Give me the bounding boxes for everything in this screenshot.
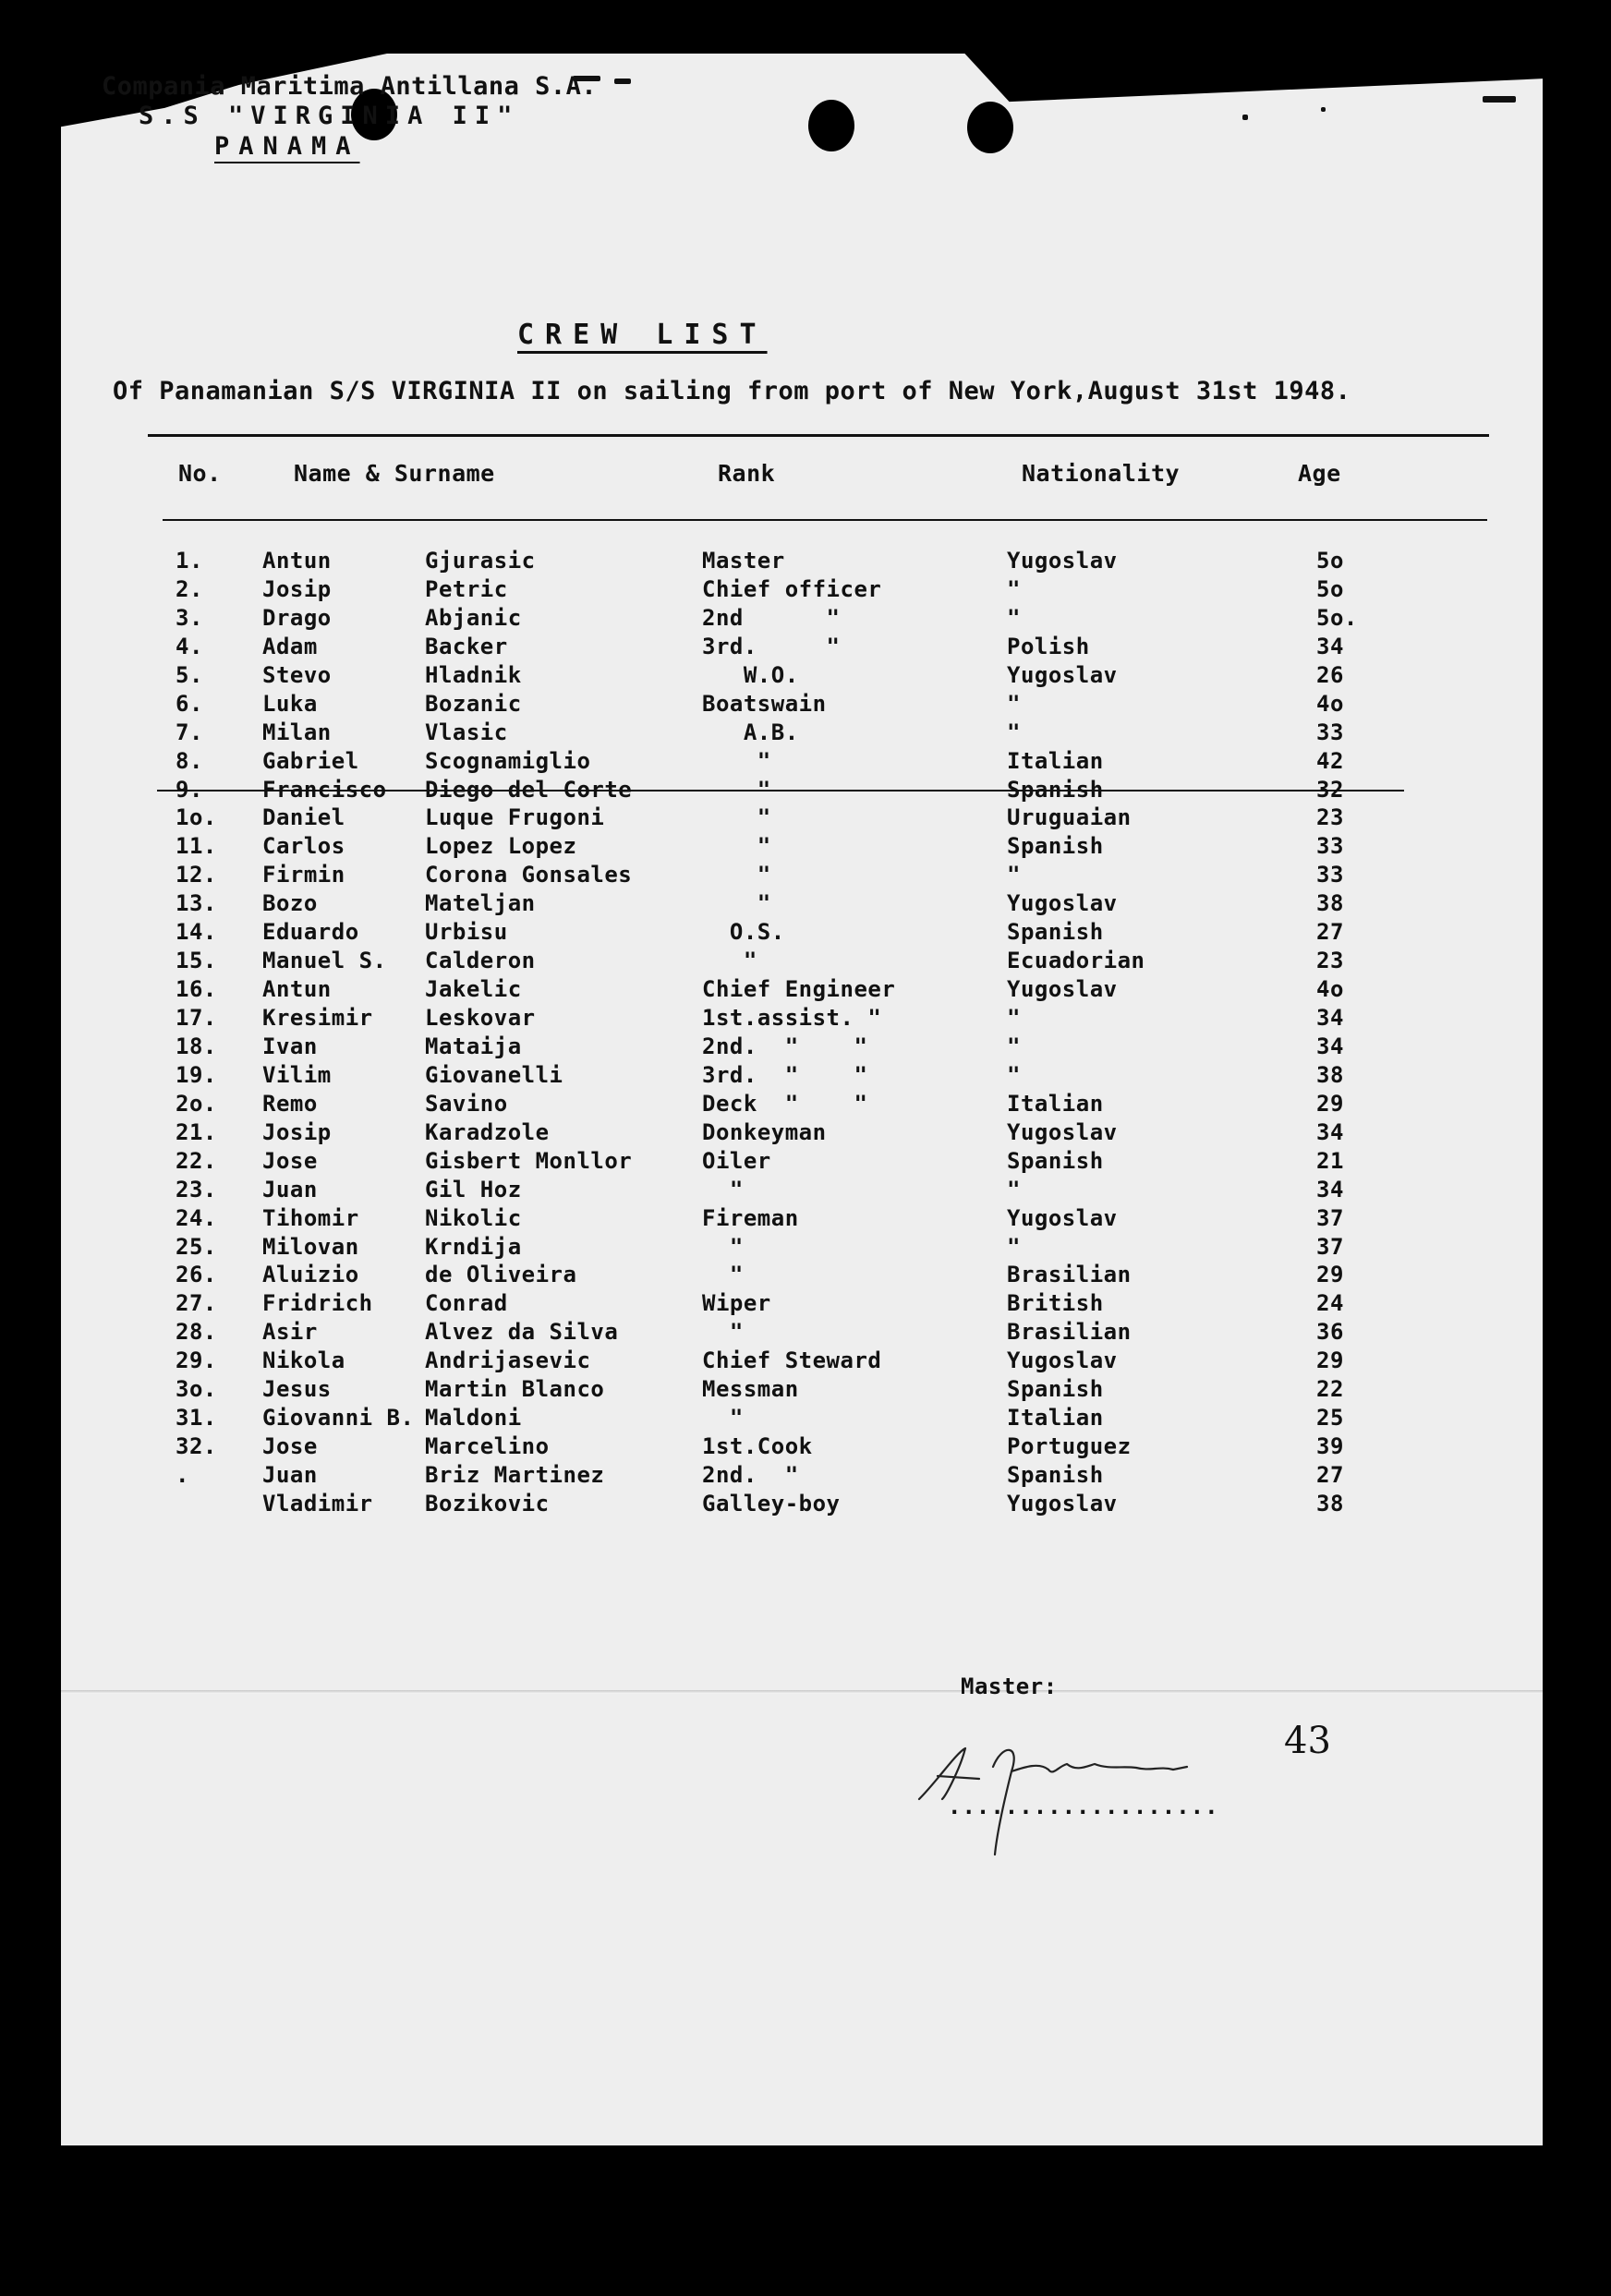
crew-number: . [176, 1462, 189, 1488]
crew-first-name: Aluizio [262, 1262, 359, 1288]
crew-surname: Gjurasic [425, 548, 536, 574]
crew-surname: Corona Gonsales [425, 862, 633, 888]
crew-age: 33 [1316, 862, 1344, 888]
crew-age: 36 [1316, 1319, 1344, 1346]
table-row [0, 747, 1611, 776]
crew-surname: Briz Martinez [425, 1462, 605, 1488]
crew-number: 21. [176, 1118, 217, 1145]
crew-surname: Martin Blanco [425, 1376, 605, 1403]
table-row [0, 604, 1611, 633]
crew-first-name: Manuel S. [262, 948, 387, 974]
crew-age: 27 [1316, 1462, 1344, 1488]
crew-rank: " [702, 1262, 744, 1288]
crew-age: 37 [1316, 1204, 1344, 1231]
crew-surname: Bozanic [425, 690, 522, 717]
crew-number: 32. [176, 1433, 217, 1460]
crew-surname: Mateljan [425, 890, 536, 917]
crew-rank: O.S. [702, 919, 785, 946]
crew-rank: " [702, 1319, 744, 1346]
crew-age: 29 [1316, 1262, 1344, 1288]
crew-first-name: Asir [262, 1319, 318, 1346]
company-name: Compania Maritima Antillana S.A. [102, 72, 598, 101]
ink-speck [1321, 107, 1326, 112]
ink-speck [614, 79, 631, 84]
crew-surname: Alvez da Silva [425, 1319, 619, 1346]
crew-age: 32 [1316, 776, 1344, 803]
crew-number: 26. [176, 1262, 217, 1288]
crew-nationality: Brasilian [1007, 1319, 1132, 1346]
crew-rank: 3rd. " " [702, 1061, 868, 1088]
crew-first-name: Bozo [262, 890, 318, 917]
table-row [0, 1204, 1611, 1233]
crew-first-name: Juan [262, 1462, 318, 1488]
crew-rank: Chief Engineer [702, 976, 896, 1003]
crew-surname: Backer [425, 633, 508, 659]
crew-first-name: Jesus [262, 1376, 332, 1403]
crew-number: 9. [176, 776, 203, 803]
crew-nationality: " [1007, 575, 1021, 602]
crew-rank: " [702, 1176, 744, 1202]
crew-table [0, 547, 1611, 1518]
crew-rank: Chief Steward [702, 1347, 882, 1374]
table-row [0, 1033, 1611, 1061]
crew-number: 3. [176, 604, 203, 631]
crew-number: 29. [176, 1347, 217, 1374]
table-row [0, 1347, 1611, 1375]
crew-nationality: " [1007, 1033, 1021, 1059]
table-row [0, 1261, 1611, 1289]
crew-first-name: Gabriel [262, 747, 359, 774]
crew-first-name: Remo [262, 1090, 318, 1117]
table-row [0, 661, 1611, 690]
crew-nationality: Yugoslav [1007, 1118, 1118, 1145]
crew-nationality: Brasilian [1007, 1262, 1132, 1288]
crew-number: 12. [176, 862, 217, 888]
signature-dotted-line: ................... [948, 1794, 1219, 1819]
crew-rank: " [702, 776, 771, 803]
crew-surname: Savino [425, 1090, 508, 1117]
crew-age: 22 [1316, 1376, 1344, 1403]
table-row [0, 1090, 1611, 1118]
crew-age: 38 [1316, 1490, 1344, 1517]
crew-surname: Hladnik [425, 661, 522, 688]
crew-rank: " [702, 747, 771, 774]
crew-nationality: Yugoslav [1007, 661, 1118, 688]
crew-first-name: Vilim [262, 1061, 332, 1088]
crew-surname: Urbisu [425, 919, 508, 946]
crew-age: 27 [1316, 919, 1344, 946]
crew-first-name: Josip [262, 575, 332, 602]
table-row [0, 947, 1611, 975]
crew-number: 24. [176, 1204, 217, 1231]
crew-number: 11. [176, 833, 217, 860]
crew-rank: Donkeyman [702, 1118, 827, 1145]
column-header-age: Age [1298, 460, 1341, 487]
crew-rank: W.O. [702, 661, 799, 688]
crew-rank: Galley-boy [702, 1490, 841, 1517]
crew-number: 1. [176, 548, 203, 574]
table-row [0, 1404, 1611, 1432]
crew-first-name: Josip [262, 1118, 332, 1145]
crew-rank: " [702, 833, 771, 860]
table-row [0, 975, 1611, 1004]
crew-surname: Maldoni [425, 1405, 522, 1432]
crew-age: 34 [1316, 1176, 1344, 1202]
crew-first-name: Antun [262, 548, 332, 574]
crew-number: 7. [176, 719, 203, 745]
crew-age: 42 [1316, 747, 1344, 774]
table-row [0, 804, 1611, 832]
crew-rank: " [702, 1405, 744, 1432]
crew-surname: de Oliveira [425, 1262, 577, 1288]
crew-surname: Marcelino [425, 1433, 550, 1460]
crew-rank: 2nd. " [702, 1462, 799, 1488]
crew-rank: " [702, 948, 757, 974]
column-header-no: No. [178, 460, 222, 487]
crew-surname: Karadzole [425, 1118, 550, 1145]
table-row [0, 1461, 1611, 1490]
crew-nationality: " [1007, 690, 1021, 717]
crew-surname: Calderon [425, 948, 536, 974]
crew-nationality: Yugoslav [1007, 890, 1118, 917]
document-subtitle: Of Panamanian S/S VIRGINIA II on sailing from port of New York,August 31st 1948. [113, 377, 1351, 405]
crew-rank: 1st.assist. " [702, 1005, 882, 1031]
crew-number: 16. [176, 976, 217, 1003]
crew-age: 24 [1316, 1290, 1344, 1317]
crew-first-name: Jose [262, 1433, 318, 1460]
crew-number: 4. [176, 633, 203, 659]
crew-age: 5o [1316, 575, 1344, 602]
crew-first-name: Kresimir [262, 1005, 373, 1031]
crew-rank: Wiper [702, 1290, 771, 1317]
crew-first-name: Juan [262, 1176, 318, 1202]
crew-surname: Conrad [425, 1290, 508, 1317]
crew-first-name: Stevo [262, 661, 332, 688]
crew-rank: A.B. [702, 719, 799, 745]
crew-nationality: " [1007, 862, 1021, 888]
crew-nationality: British [1007, 1290, 1104, 1317]
column-header-rank: Rank [718, 460, 776, 487]
crew-number: 18. [176, 1033, 217, 1059]
crew-nationality: Yugoslav [1007, 976, 1118, 1003]
crew-number: 3o. [176, 1376, 217, 1403]
crew-nationality: Spanish [1007, 833, 1104, 860]
crew-surname: Krndija [425, 1233, 522, 1260]
crew-age: 5o. [1316, 604, 1358, 631]
crew-rank: Chief officer [702, 575, 882, 602]
crew-surname: Andrijasevic [425, 1347, 591, 1374]
crew-rank: 2nd. " " [702, 1033, 868, 1059]
crew-number: 14. [176, 919, 217, 946]
punch-hole [808, 100, 854, 151]
master-label: Master: [961, 1674, 1058, 1699]
table-row [0, 633, 1611, 661]
crew-rank: 2nd " [702, 604, 841, 631]
crew-nationality: Italian [1007, 1090, 1104, 1117]
crew-first-name: Tihomir [262, 1204, 359, 1231]
crew-number: 28. [176, 1319, 217, 1346]
crew-age: 39 [1316, 1433, 1344, 1460]
ink-speck [1242, 115, 1248, 120]
crew-first-name: Eduardo [262, 919, 359, 946]
ship-name: S.S "VIRGINIA II" [139, 102, 520, 130]
crew-age: 5o [1316, 548, 1344, 574]
crew-age: 34 [1316, 633, 1344, 659]
crew-nationality: Spanish [1007, 776, 1104, 803]
crew-age: 34 [1316, 1118, 1344, 1145]
table-row [0, 1289, 1611, 1318]
crew-number: 23. [176, 1176, 217, 1202]
crew-nationality: Yugoslav [1007, 548, 1118, 574]
crew-surname: Mataija [425, 1033, 522, 1059]
crew-number: 1o. [176, 804, 217, 831]
crew-surname: Gil Hoz [425, 1176, 522, 1202]
crew-age: 23 [1316, 948, 1344, 974]
crew-number: 2o. [176, 1090, 217, 1117]
crew-rank: " [702, 890, 771, 917]
crew-number: 25. [176, 1233, 217, 1260]
table-row [0, 776, 1611, 804]
crew-number: 22. [176, 1147, 217, 1174]
crew-age: 37 [1316, 1233, 1344, 1260]
crew-age: 23 [1316, 804, 1344, 831]
table-row [0, 547, 1611, 575]
signature-number: 43 [1284, 1720, 1331, 1762]
crew-number: 17. [176, 1005, 217, 1031]
crew-rank: " [702, 862, 771, 888]
crew-nationality: Spanish [1007, 1462, 1104, 1488]
punch-hole [967, 102, 1013, 153]
table-row [0, 1061, 1611, 1090]
crew-number: 2. [176, 575, 203, 602]
crew-nationality: Portuguez [1007, 1433, 1132, 1460]
crew-nationality: " [1007, 604, 1021, 631]
crew-surname: Bozikovic [425, 1490, 550, 1517]
crew-surname: Luque Frugoni [425, 804, 605, 831]
crew-number: 27. [176, 1290, 217, 1317]
crew-nationality: " [1007, 1176, 1021, 1202]
crew-nationality: " [1007, 1005, 1021, 1031]
table-row [0, 861, 1611, 889]
crew-first-name: Carlos [262, 833, 345, 860]
crew-first-name: Luka [262, 690, 318, 717]
rule-header [163, 519, 1487, 521]
crew-nationality: " [1007, 1233, 1021, 1260]
crew-first-name: Giovanni B. [262, 1405, 415, 1432]
table-row [0, 1118, 1611, 1147]
table-row [0, 1375, 1611, 1404]
crew-age: 34 [1316, 1033, 1344, 1059]
ink-speck [1483, 96, 1516, 103]
crew-first-name: Adam [262, 633, 318, 659]
crew-age: 26 [1316, 661, 1344, 688]
crew-first-name: Vladimir [262, 1490, 373, 1517]
document-title: CREW LIST [517, 319, 768, 351]
table-row [0, 719, 1611, 747]
crew-first-name: Daniel [262, 804, 345, 831]
crew-nationality: " [1007, 1061, 1021, 1088]
crew-age: 33 [1316, 833, 1344, 860]
crew-surname: Jakelic [425, 976, 522, 1003]
crew-nationality: Spanish [1007, 1376, 1104, 1403]
rule-top [148, 434, 1489, 437]
crew-nationality: Spanish [1007, 919, 1104, 946]
crew-number: 5. [176, 661, 203, 688]
table-row [0, 1147, 1611, 1176]
crew-first-name: Fridrich [262, 1290, 373, 1317]
crew-nationality: Polish [1007, 633, 1090, 659]
crew-first-name: Nikola [262, 1347, 345, 1374]
crew-age: 38 [1316, 890, 1344, 917]
crew-surname: Scognamiglio [425, 747, 591, 774]
crew-number: 31. [176, 1405, 217, 1432]
table-row [0, 918, 1611, 947]
crew-number: 8. [176, 747, 203, 774]
crew-first-name: Milan [262, 719, 332, 745]
crew-number: 19. [176, 1061, 217, 1088]
crew-age: 29 [1316, 1090, 1344, 1117]
crew-surname: Nikolic [425, 1204, 522, 1231]
crew-surname: Abjanic [425, 604, 522, 631]
crew-age: 34 [1316, 1005, 1344, 1031]
table-row [0, 1233, 1611, 1262]
table-row [0, 1490, 1611, 1518]
crew-rank: Messman [702, 1376, 799, 1403]
column-header-name: Name & Surname [294, 460, 495, 487]
crew-nationality: " [1007, 719, 1021, 745]
crew-first-name: Antun [262, 976, 332, 1003]
flag-country: PANAMA [214, 132, 360, 161]
table-row [0, 690, 1611, 719]
crew-age: 25 [1316, 1405, 1344, 1432]
crew-first-name: Milovan [262, 1233, 359, 1260]
crew-first-name: Ivan [262, 1033, 318, 1059]
crew-surname: Leskovar [425, 1005, 536, 1031]
crew-number: 6. [176, 690, 203, 717]
crew-surname: Lopez Lopez [425, 833, 577, 860]
page-fold [61, 1690, 1543, 1694]
crew-nationality: Ecuadorian [1007, 948, 1145, 974]
crew-nationality: Yugoslav [1007, 1204, 1118, 1231]
crew-number: 15. [176, 948, 217, 974]
crew-rank: Master [702, 548, 785, 574]
table-row [0, 1004, 1611, 1033]
crew-age: 4o [1316, 690, 1344, 717]
crew-rank: " [702, 804, 771, 831]
crew-nationality: Spanish [1007, 1147, 1104, 1174]
crew-nationality: Italian [1007, 747, 1104, 774]
crew-rank: Oiler [702, 1147, 771, 1174]
crew-number: 13. [176, 890, 217, 917]
crew-rank: Fireman [702, 1204, 799, 1231]
column-header-nationality: Nationality [1022, 460, 1181, 487]
crew-rank: 3rd. " [702, 633, 841, 659]
crew-nationality: Uruguaian [1007, 804, 1132, 831]
crew-age: 33 [1316, 719, 1344, 745]
crew-surname: Giovanelli [425, 1061, 563, 1088]
crew-age: 29 [1316, 1347, 1344, 1374]
table-row [0, 832, 1611, 861]
crew-surname: Gisbert Monllor [425, 1147, 633, 1174]
crew-first-name: Firmin [262, 862, 345, 888]
crew-rank: 1st.Cook [702, 1433, 813, 1460]
crew-surname: Vlasic [425, 719, 508, 745]
table-row [0, 1318, 1611, 1347]
table-row [0, 1176, 1611, 1204]
crew-nationality: Yugoslav [1007, 1490, 1118, 1517]
crew-nationality: Yugoslav [1007, 1347, 1118, 1374]
crew-age: 4o [1316, 976, 1344, 1003]
table-row [0, 889, 1611, 918]
crew-first-name: Jose [262, 1147, 318, 1174]
crew-first-name: Francisco [262, 776, 387, 803]
crew-rank: " [702, 1233, 744, 1260]
crew-first-name: Drago [262, 604, 332, 631]
crew-rank: Boatswain [702, 690, 827, 717]
table-row [0, 1432, 1611, 1461]
table-row [0, 575, 1611, 604]
crew-surname: Petric [425, 575, 508, 602]
crew-surname: Diego del Corte [425, 776, 633, 803]
crew-age: 38 [1316, 1061, 1344, 1088]
crew-rank: Deck " " [702, 1090, 868, 1117]
crew-age: 21 [1316, 1147, 1344, 1174]
crew-nationality: Italian [1007, 1405, 1104, 1432]
